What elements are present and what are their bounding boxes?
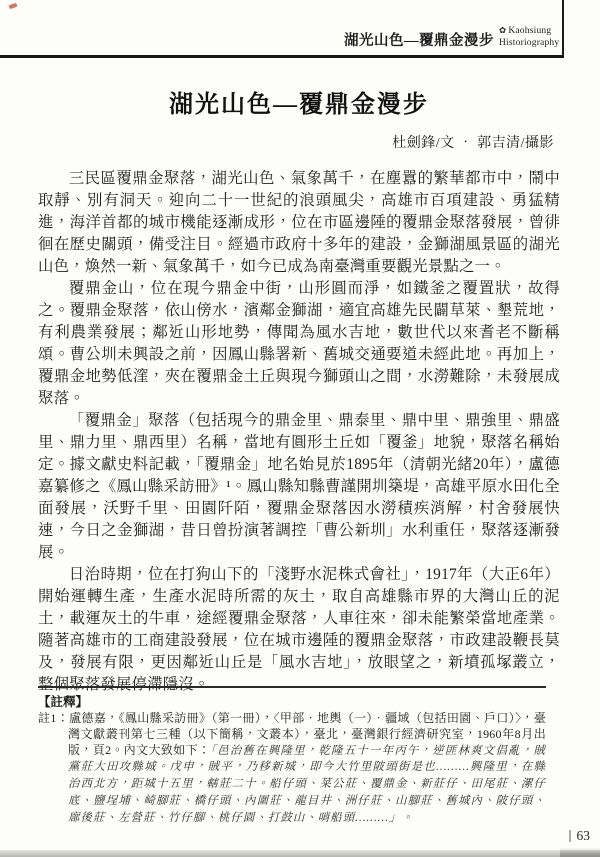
paragraph-3: 「覆鼎金」聚落（包括現今的鼎金里、鼎泰里、鼎中里、鼎強里、鼎盛里、鼎力里、鼎西里）名稱，當地有圓形土丘如「覆釜」地貌，聚落名稱始定。據文獻史料記載，「覆鼎金」地名始見於1895年（清朝光緒20年），盧德嘉纂修之《鳳山縣采訪冊》¹。鳳山縣知縣曹謹開圳築堤，高雄平原水田化全面發展，沃野千里、田園阡陌，覆鼎金聚落因水澇積疾消解，村舍發展快速，今日之金獅湖，昔日曾扮演著調控「曹公新圳」水利重任，聚落逐漸發展。 (38, 412, 560, 561)
page-number-divider-bar (569, 830, 571, 842)
footnote-1 (38, 711, 546, 827)
kaohsiung-historiography-logo (499, 25, 559, 49)
footnotes-heading: 【註釋】 (38, 695, 89, 709)
page-number-value: 63 (576, 828, 590, 843)
byline: 杜劍鋒/文 ‧ 郭吉清/攝影 (392, 136, 554, 151)
page-title: 湖光山色—覆鼎金漫步 (169, 92, 429, 118)
scan-corner-shadow (560, 848, 600, 857)
footnote-1-label: 註1： (38, 711, 70, 725)
scan-artifact-mark (9, 3, 18, 9)
paragraph-2: 覆鼎金山，位在現今鼎金中街，山形圓而淨，如鐵釜之覆置狀，故得之。覆鼎金聚落，依山傍水，濱鄰金獅湖，適宜高雄先民闢草萊、墾荒地，有利農業發展；鄰近山形地勢，傳聞為風水吉地，數世代以來耆老不斷稱頌。曹公圳未興設之前，因鳳山縣署新、舊城交通要道未經此地。再加上，覆鼎金地勢低漥，夾在覆鼎金土丘與現今獅頭山之間，水澇難除，未發展成聚落。 (38, 280, 560, 407)
header-horizontal-rule (0, 55, 564, 58)
logo-line-2 (499, 38, 559, 50)
footnote-1-text: 盧德嘉，《鳳山縣采訪冊》（第一冊），〈甲部‧地輿（一）‧疆域（包括田園、戶口）〉，臺灣文獻叢刊第七三種（以下簡稱，文叢本），臺北，臺灣銀行經濟研究室，1960年8月出版，頁2。內文大致如下： (68, 711, 546, 757)
running-header-title: 湖光山色—覆鼎金漫步 (344, 33, 494, 49)
article-body (38, 88, 560, 696)
logo-line-1 (499, 25, 559, 38)
paragraph-1: 三民區覆鼎金聚落，湖光山色、氣象萬千，在塵囂的繁華都市中，鬧中取靜、別有洞天。迎向二十一世紀的浪頭風尖，高雄市百項建設、勇猛精進，海洋首都的城市機能逐漸成形，位在市區邊陲的覆鼎金聚落發展，曾徘徊在歷史關頭，備受注目。經過市政府十多年的建設，金獅湖風景區的湖光山色，煥然一新、氣象萬千，如今已成為南臺灣重要觀光景點之一。 (38, 170, 560, 275)
logo-text-historiography: Historiography (499, 37, 560, 48)
page-number (569, 828, 591, 844)
header-vertical-rule (562, 0, 564, 57)
scan-bottom-edge (0, 850, 600, 857)
paragraph-4: 日治時期，位在打狗山下的「淺野水泥株式會社」，1917年（大正6年）開始運轉生產，生產水泥時所需的灰土，取自高雄縣市界的大灣山丘的泥土，載運灰土的牛車，途經覆鼎金聚落，人車往來，卻未能繁榮當地產業。隨著高雄市的工商建設發展，位在城市邊陲的覆鼎金聚落，市政建設鞭長莫及，發展有限，更因鄰近山丘是「風水吉地」，放眼望之，新墳孤塚叢立，整個聚落發展停滯隱沒。 (38, 566, 560, 693)
footnotes-section (38, 686, 546, 827)
flower-emblem-icon: ✿ (499, 25, 507, 35)
footnote-1-quotation: 「邑治舊在興隆里，乾隆五十一年丙午，逆匪林爽文倡亂，賊黨莊大田攻縣城。戊申，賊平，乃移新城，即今大竹里陂頭街是也………興隆里，在縣治西北方，距城十五里，轄莊二十。船仔頭、菜公莊、覆鼎金、新莊仔、田尾莊、漯仔底、鹽埕埔、崎腳莊、橋仔頭、內圍莊、龍目井、洲仔莊、山腳莊、舊城內、陂仔頭、廍後莊、左營莊、竹仔腳、桃仔園、打鼓山、哨船頭………」。 (68, 744, 546, 824)
logo-text-kaohsiung: Kaohsiung (508, 26, 552, 36)
